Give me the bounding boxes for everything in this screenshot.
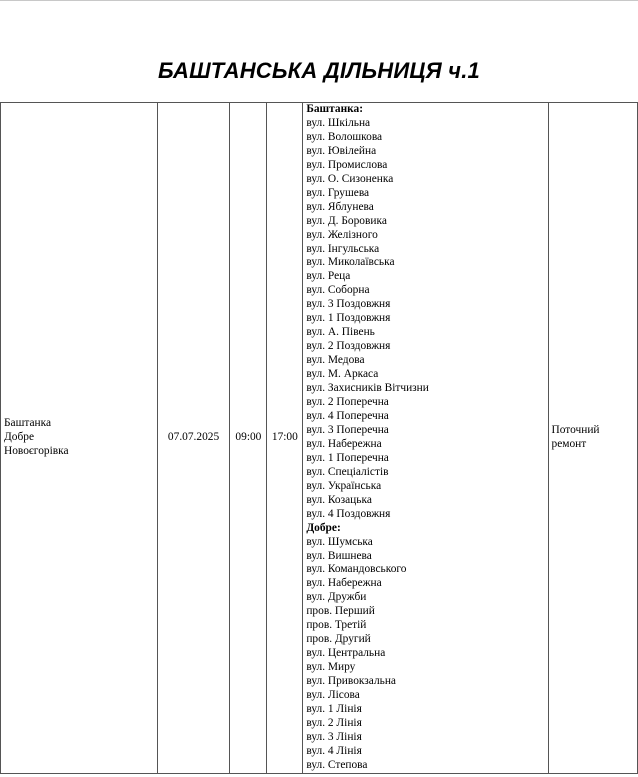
street-item: вул. 4 Поздовжня [306, 507, 391, 520]
document-title: БАШТАНСЬКА ДІЛЬНИЦЯ ч.1 [158, 58, 480, 83]
street-item: вул. Д. Боровика [306, 214, 387, 227]
street-item: вул. Українська [306, 479, 382, 492]
end-time-cell: 17:00 [267, 103, 303, 774]
streets-cell [303, 103, 548, 774]
street-item: вул. Центральна [306, 647, 386, 660]
street-item: вул. Командовського [306, 563, 407, 576]
street-item: вул. А. Півень [306, 326, 375, 339]
street-item: вул. Соборна [306, 284, 370, 297]
start-time-cell: 09:00 [230, 103, 267, 774]
street-item: вул. 3 Поперечна [306, 423, 389, 436]
street-item: вул. Козацька [306, 493, 372, 506]
street-item: вул. 4 Лінія [306, 744, 362, 757]
top-divider [0, 0, 638, 1]
street-item: вул. 1 Поздовжня [306, 312, 391, 325]
street-item: вул. Промислова [306, 158, 388, 171]
street-item: вул. Грушева [306, 186, 370, 199]
street-item: вул. Привокзальна [306, 675, 396, 688]
street-item: вул. 3 Лінія [306, 730, 362, 743]
date-cell: 07.07.2025 [157, 103, 230, 774]
settlement-name: Добре [4, 430, 35, 443]
street-item: вул. Інгульська [306, 242, 380, 255]
street-item: вул. Медова [306, 354, 365, 367]
street-item: вул. Желізного [306, 228, 378, 241]
street-item: вул. Дружби [306, 591, 367, 604]
street-item: вул. О. Сизоненка [306, 172, 394, 185]
street-item: вул. Реца [306, 270, 351, 283]
street-item: вул. Яблунева [306, 200, 374, 213]
street-item: вул. Ювілейна [306, 144, 377, 157]
locality-heading: Добре: [306, 521, 341, 534]
settlement-name: Новоєгорівка [4, 444, 69, 457]
street-item: вул. Набережна [306, 437, 382, 450]
street-item: вул. Степова [306, 758, 368, 771]
street-item: вул. 1 Поперечна [306, 451, 389, 464]
outage-schedule-table [0, 102, 638, 774]
streets-list [306, 103, 544, 773]
street-item: вул. 1 Лінія [306, 702, 362, 715]
reason-cell [548, 103, 637, 774]
settlements-cell [1, 103, 158, 774]
reason-line: Поточний [551, 423, 600, 436]
street-item: вул. Волошкова [306, 130, 383, 143]
street-item: вул. Набережна [306, 577, 382, 590]
settlement-name: Баштанка [4, 416, 52, 429]
street-item: вул. Захисників Вітчизни [306, 382, 429, 395]
street-item: вул. Шумська [306, 535, 373, 548]
street-item: вул. Вишнева [306, 549, 372, 562]
street-item: вул. 2 Поздовжня [306, 340, 391, 353]
street-item: вул. Шкільна [306, 116, 371, 129]
street-item: пров. Другий [306, 633, 371, 646]
locality-heading: Баштанка: [306, 103, 364, 115]
street-item: пров. Третій [306, 619, 367, 632]
street-item: вул. 4 Поперечна [306, 409, 389, 422]
street-item: вул. 3 Поздовжня [306, 298, 391, 311]
street-item: вул. Спеціалістів [306, 465, 389, 478]
street-item: вул. 2 Лінія [306, 716, 362, 729]
street-item: пров. Перший [306, 605, 375, 618]
street-item: вул. М. Аркаса [306, 368, 379, 381]
street-item: вул. 2 Поперечна [306, 396, 389, 409]
reason-line: ремонт [551, 437, 587, 450]
street-item: вул. Миру [306, 661, 356, 674]
street-item: вул. Миколаївська [306, 256, 395, 269]
table-row [1, 103, 638, 774]
street-item: вул. Лісова [306, 689, 360, 702]
